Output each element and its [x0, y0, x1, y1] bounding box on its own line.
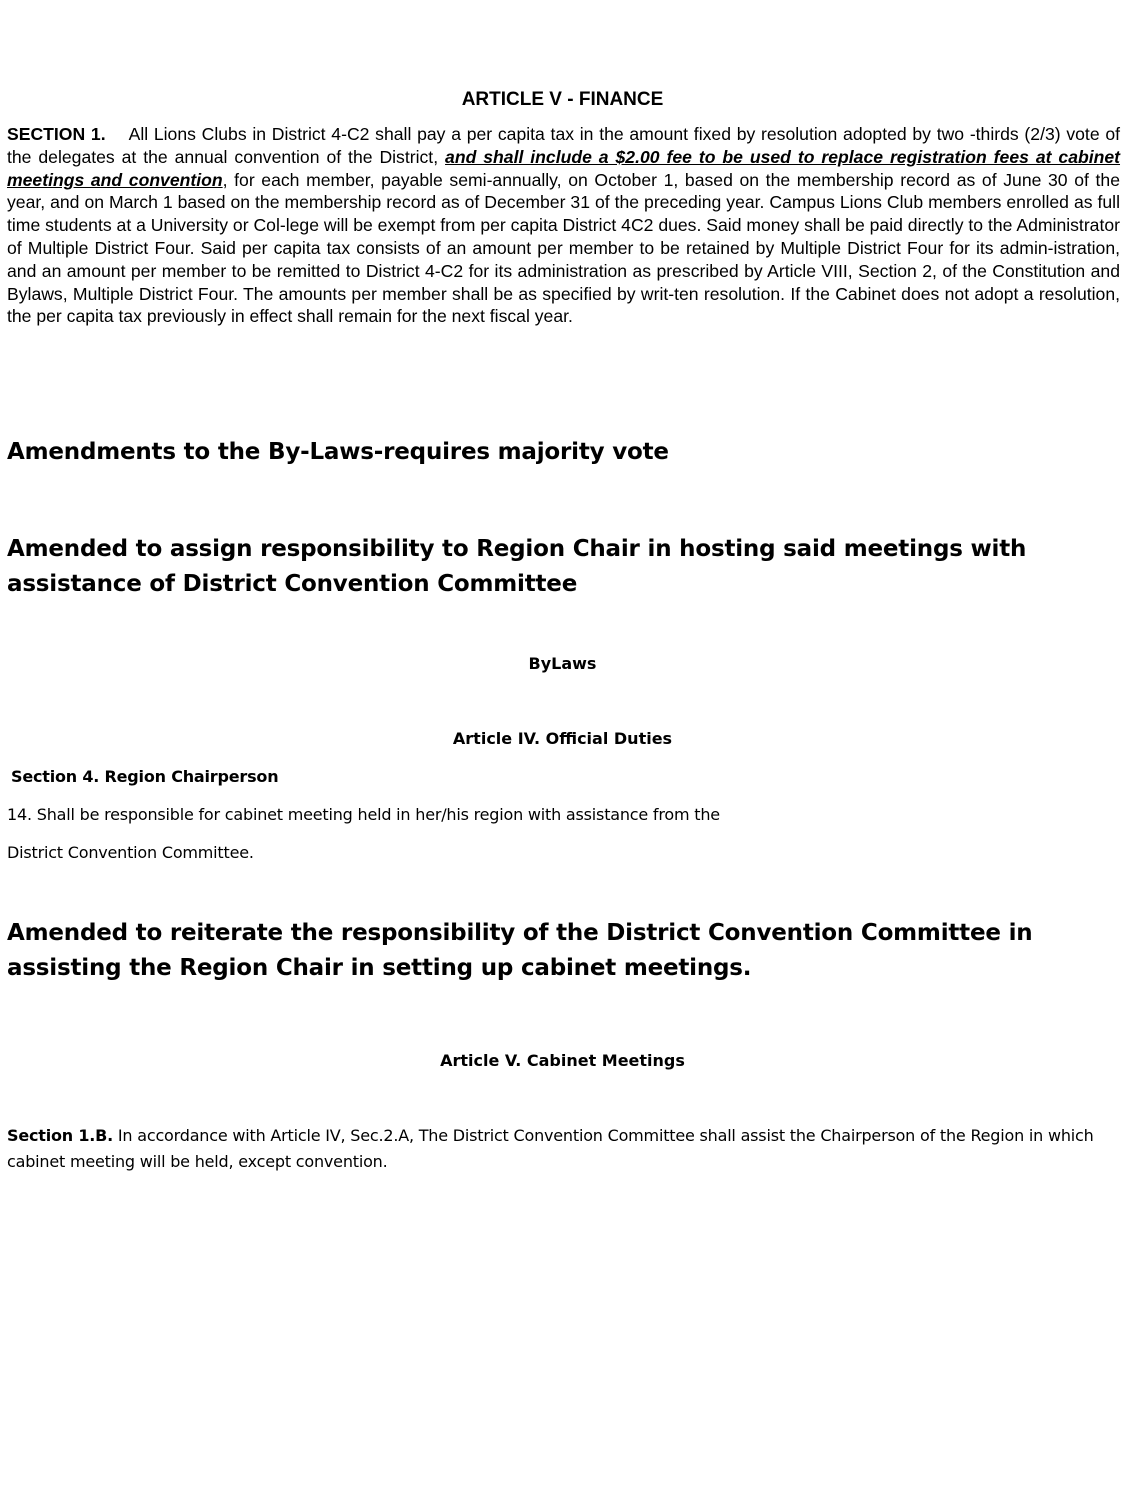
- heading-region-chair-amendment: Amended to assign responsibility to Region Chair in hosting said meetings with assistance of District Convention Committee: [7, 536, 1027, 597]
- item-14-line-1: 14. Shall be responsible for cabinet meeting held in her/his region with assistance from the: [7, 805, 720, 824]
- section-1-paragraph: [7, 123, 1120, 328]
- heading-reiterate-amendment: Amended to reiterate the responsibility of the District Convention Committee in assisting the Region Chair in setting up cabinet meetings.: [7, 920, 1033, 981]
- item-14-line-2: District Convention Committee.: [7, 843, 254, 862]
- article-iv-title: Article IV. Official Duties: [452, 729, 673, 748]
- section-1-label: SECTION 1.: [7, 124, 106, 144]
- bylaws-title: ByLaws: [528, 654, 597, 673]
- section-1b-paragraph: [7, 1123, 1122, 1175]
- section-1-amendment-text: and shall include a $2.00 fee to be used to replace registration fees at cabinet meetings and convention: [7, 146, 1121, 190]
- section-1-text-b: , for each member, payable semi-annually, on October 1, based on the membership record as of June 30 of the year, and on March 1 based on the membership record as of December 31 of the preceding year. Campus Lions Club members enrolled as full time students at a University or Col-lege will be exempt from per capita District 4C2 dues. Said money shall be paid directly to the Administrator of Multiple District Four. Said per capita tax consists of an amount per member to be retained by Multiple District Four for its admin-istration, and an amount per member to be remitted to District 4-C2 for its administration as prescribed by Article VIII, Section 2, of the Constitution and Bylaws, Multiple District Four. The amounts per member shall be as specified by writ-ten resolution. If the Cabinet does not adopt a resolution, the per capita tax previously in effect shall remain for the next fiscal year.: [7, 169, 1120, 327]
- section-1b-label: Section 1.B.: [7, 1126, 114, 1145]
- article-v-cabinet-meetings-title: Article V. Cabinet Meetings: [440, 1051, 685, 1070]
- section-1-text-a: All Lions Clubs in District 4-C2 shall pay a per capita tax in the amount fixed by resolution adopted by two -thirds (2/3) vote of the delegates at the annual convention of the District,: [7, 124, 1121, 167]
- section-1b-text: In accordance with Article IV, Sec.2.A, The District Convention Committee shall assist the Chairperson of the Region in which cabinet meeting will be held, except convention.: [7, 1126, 1094, 1171]
- article-v-finance-title: ARTICLE V - FINANCE: [461, 89, 664, 110]
- heading-majority-vote: Amendments to the By-Laws-requires majority vote: [7, 439, 669, 465]
- section-4-title: Section 4. Region Chairperson: [11, 767, 279, 786]
